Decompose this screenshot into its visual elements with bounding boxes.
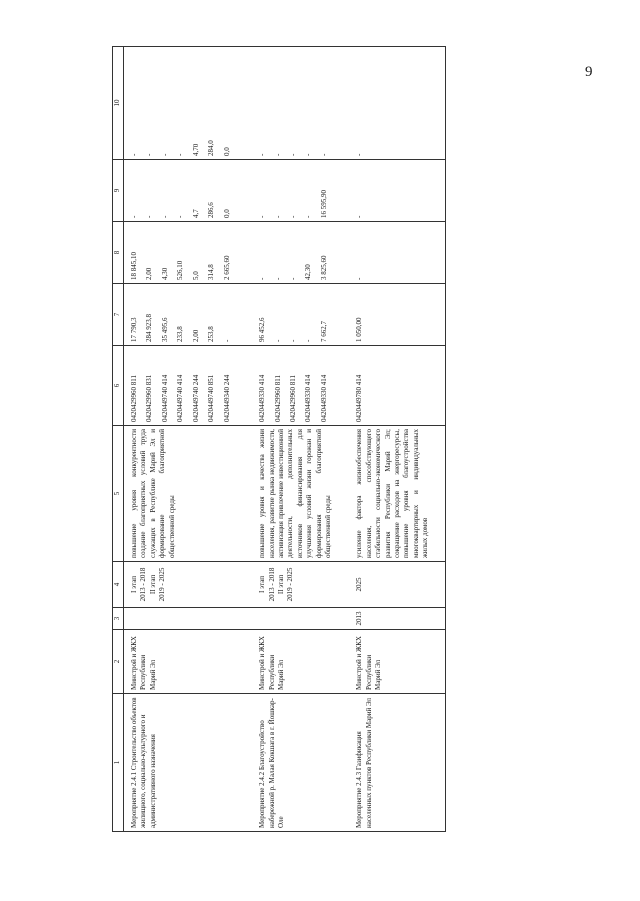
value: - — [160, 153, 169, 156]
value: - — [273, 277, 282, 280]
measure-title: Мероприятие 2.4.2 Благоустройство набережной р. Малая Кокшага в г. Йошкар-Оле — [252, 694, 349, 832]
values-col-7 — [349, 284, 445, 346]
code: 0420449330 414 — [304, 374, 313, 422]
value: 17 790,3 — [130, 317, 138, 342]
table-row — [252, 47, 349, 832]
value: 42,30 — [304, 264, 313, 280]
code: 0420449780 414 — [355, 374, 364, 422]
stage-line: II этап — [148, 574, 157, 595]
value: 253,8 — [207, 326, 216, 342]
values-col-8 — [124, 222, 253, 284]
rotated-table-container — [112, 47, 512, 832]
budget-codes — [349, 346, 445, 426]
code: 0420429960 811 — [273, 375, 282, 422]
col-header-9: 9 — [113, 160, 124, 222]
col-header-10: 10 — [113, 47, 124, 160]
value: 5,0 — [191, 271, 200, 280]
values-col-8 — [349, 222, 445, 284]
value: - — [258, 215, 267, 218]
executor: Минстрой и ЖКХ Республики Марий Эл — [252, 630, 349, 694]
start-year — [124, 608, 253, 630]
value: - — [355, 215, 364, 218]
stage-line: I этап — [258, 576, 267, 593]
value: 96 452,6 — [258, 317, 267, 342]
value: 18 845,10 — [130, 252, 138, 280]
values-col-10 — [124, 47, 253, 160]
measures-table — [112, 46, 446, 832]
value: - — [304, 339, 313, 342]
value: 2,00 — [191, 329, 200, 342]
value: 4,30 — [160, 267, 169, 280]
value: - — [176, 153, 185, 156]
code: 0420449330 414 — [258, 374, 267, 422]
stage-line: 2013 - 2018 — [267, 567, 276, 602]
stage-line: 2013 - 2018 — [139, 567, 148, 602]
value: - — [355, 153, 364, 156]
code: 0420429960 811 — [130, 375, 138, 422]
values-col-9 — [252, 160, 349, 222]
value: - — [258, 153, 267, 156]
stage-line: 2025 — [355, 577, 364, 592]
values-col-9 — [124, 160, 253, 222]
budget-codes — [124, 346, 253, 426]
stage-line: 2019 - 2025 — [286, 567, 295, 602]
measure-title: Мероприятие 2.4.1 Строительство объектов жилищного, социально-культурного и административного назначения — [124, 694, 253, 832]
stages — [349, 562, 445, 608]
start-year: 2013 — [349, 608, 445, 630]
value: - — [273, 215, 282, 218]
col-header-4: 4 — [113, 562, 124, 608]
value: 233,8 — [176, 326, 185, 342]
value: 2,00 — [145, 267, 154, 280]
value: - — [145, 153, 154, 156]
value: 526,10 — [176, 260, 185, 280]
value: - — [288, 277, 297, 280]
code: 0420429960 831 — [145, 374, 154, 422]
value: 16 595,90 — [319, 190, 328, 218]
code: 0420429960 811 — [288, 375, 297, 422]
table-row — [349, 47, 445, 832]
code: 0420449740 851 — [207, 374, 216, 422]
value: 3 825,60 — [319, 255, 328, 280]
col-header-1: 1 — [113, 694, 124, 832]
values-col-8 — [252, 222, 349, 284]
value: - — [304, 153, 313, 156]
value: - — [288, 339, 297, 342]
value: 4,70 — [191, 143, 200, 156]
page-number: 9 — [585, 64, 593, 80]
budget-codes — [252, 346, 349, 426]
value: - — [355, 277, 364, 280]
value: - — [273, 339, 282, 342]
value: 286,6 — [207, 202, 216, 218]
value: - — [222, 339, 231, 342]
col-header-6: 6 — [113, 346, 124, 426]
value: - — [288, 153, 297, 156]
value: 4,7 — [191, 209, 200, 218]
value: 2 665,60 — [222, 255, 231, 280]
value: 7 662,7 — [319, 321, 328, 342]
stages — [124, 562, 253, 608]
value: - — [304, 215, 313, 218]
values-col-7 — [252, 284, 349, 346]
col-header-8: 8 — [113, 222, 124, 284]
code: 0420449330 414 — [319, 374, 328, 422]
expected-result: повышение уровня и качества жизни населения, развитие рынка недвижимости, активизация привлечение инвестиционной деятельности, дополнительных источников финансирования для улучшения условий жизни горожан и формирования благоприятной общественной среды — [252, 426, 349, 562]
stages — [252, 562, 349, 608]
expected-result: повышение уровня конкурентности создание благоприятных условий труда служащих в Республике Марий Эл и формирование благоприятной общественной среды — [124, 426, 253, 562]
value: 284 923,8 — [145, 314, 154, 342]
stage-line: I этап — [130, 576, 138, 593]
code: 0420449740 414 — [176, 374, 185, 422]
value: - — [319, 153, 328, 156]
values-col-9 — [349, 160, 445, 222]
col-header-5: 5 — [113, 426, 124, 562]
value: - — [130, 215, 138, 218]
value: - — [176, 215, 185, 218]
value: - — [288, 215, 297, 218]
start-year — [252, 608, 349, 630]
value: 35 495,6 — [160, 317, 169, 342]
value: - — [160, 215, 169, 218]
values-col-7 — [124, 284, 253, 346]
executor: Минстрой и ЖКХ Республики Марий Эл — [124, 630, 253, 694]
value: 1 050,00 — [355, 317, 364, 342]
measure-title: Мероприятие 2.4.3 Газификация населенных пунктов Республики Марий Эл — [349, 694, 445, 832]
executor: Минстрой и ЖКХ Республики Марий Эл — [349, 630, 445, 694]
table-row — [124, 47, 253, 832]
value: - — [258, 277, 267, 280]
code: 0420449740 414 — [160, 374, 169, 422]
stage-line: II этап — [276, 574, 285, 595]
stage-line: 2019 - 2025 — [158, 567, 167, 602]
value: 0,0 — [222, 209, 231, 218]
expected-result: усиление фактора жизнеобеспечения населения, способствующего стабильности социально-экономического развития Республики Марий Эл; сокращение расходов на энергоресурсы, повышение уровня благоустройства многоквартирных и индивидуальных жилых домов — [349, 426, 445, 562]
col-header-7: 7 — [113, 284, 124, 346]
value: - — [130, 153, 138, 156]
value: 314,8 — [207, 264, 216, 280]
values-col-10 — [349, 47, 445, 160]
col-header-3: 3 — [113, 608, 124, 630]
code: 0420449740 244 — [191, 374, 200, 422]
value: - — [273, 153, 282, 156]
code: 0420449340 244 — [222, 374, 231, 422]
header-row — [113, 47, 124, 832]
values-col-10 — [252, 47, 349, 160]
value: 284,0 — [207, 140, 216, 156]
col-header-2: 2 — [113, 630, 124, 694]
value: 0,0 — [222, 147, 231, 156]
value: - — [145, 215, 154, 218]
